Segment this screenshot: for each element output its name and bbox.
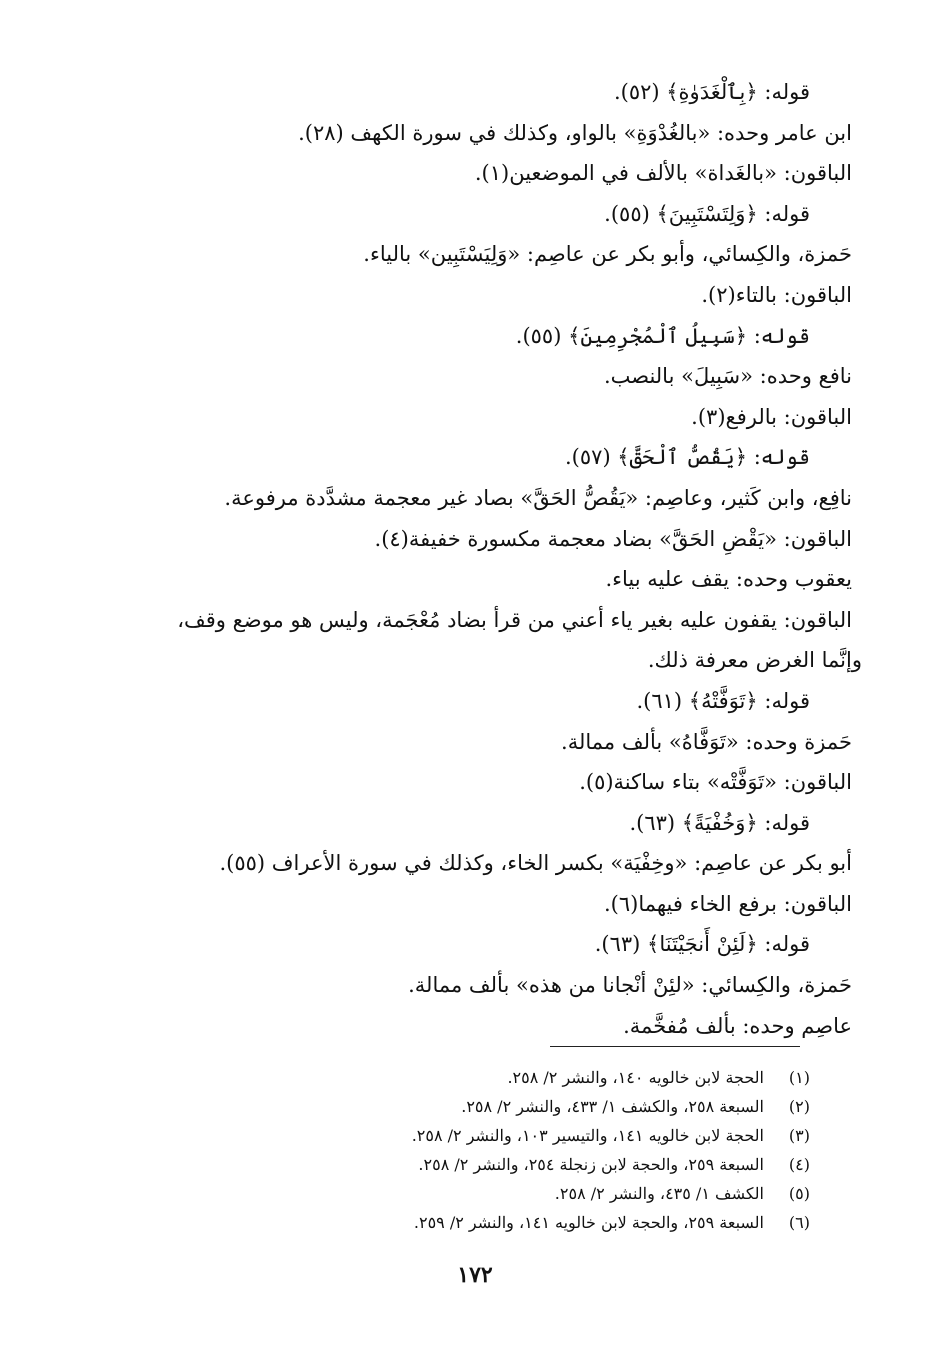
text-line: عاصِم وحده: بألف مُفخَّمة.	[623, 1013, 852, 1038]
text-line: قوله: ﴿وَلِتَسْتَبِينَ﴾ (٥٥).	[604, 201, 810, 226]
main-text	[110, 72, 862, 1046]
footnote	[210, 1208, 810, 1237]
text-line: حَمزة، والكِسائي: «لئِنْ أنْجانا من هذه» بألف ممالة.	[408, 973, 852, 998]
footnote-text: السبعة ٢٥٩، والحجة لابن خالويه ١٤١، والنشر ٢/ ٢٥٩.	[413, 1213, 764, 1232]
footnote-number: (٢)	[788, 1097, 810, 1116]
footnote-number: (١)	[788, 1068, 810, 1087]
page-number: ١٧٢	[457, 1262, 493, 1288]
text-line: الباقون: «تَوَفَّتْه» بتاء ساكنة(٥).	[579, 770, 852, 795]
text-line: حَمزة وحده: «تَوَفَّاهُ» بألف ممالة.	[561, 729, 852, 754]
text-line: وإنَّما الغرض معرفة ذلك.	[647, 648, 862, 673]
footnote	[210, 1179, 810, 1208]
footnote-text: الحجة لابن خالويه ١٤١، والتيسير ١٠٣، والنشر ٢/ ٢٥٨.	[411, 1126, 764, 1145]
footnote	[210, 1150, 810, 1179]
text-line: قوله: ﴿تَوَفَّتْهُ﴾ (٦١).	[636, 688, 810, 713]
text-line: الباقون: بالرفع(٣).	[691, 404, 852, 429]
text-line: يعقوب وحده: يقف عليه بياء.	[605, 567, 852, 592]
footnote-text: السبعة ٢٥٩، والحجة لابن زنجلة ٢٥٤، والنشر ٢/ ٢٥٨.	[418, 1155, 764, 1174]
footnote-number: (٥)	[788, 1184, 810, 1203]
footnote-text: الكشف ١/ ٤٣٥، والنشر ٢/ ٢٥٨.	[554, 1184, 764, 1203]
text-line: حَمزة، والكِسائي، وأبو بكر عن عاصِم: «وَلِيَسْتَبِين» بالياء.	[363, 242, 852, 267]
text-line: نافِع، وابن كَثير، وعاصِم: «يَقُصُّ الحَقَّ» بصاد غير معجمة مشدَّدة مرفوعة.	[224, 485, 852, 510]
footnote-number: (٣)	[788, 1126, 810, 1145]
text-line: الباقون: يقفون عليه بغير ياء أعني من قرأ بضاد مُعْجَمة، وليس هو موضع وقف،	[177, 607, 852, 632]
footnote-divider	[550, 1046, 800, 1047]
text-line: نافع وحده: «سَبِيلَ» بالنصب.	[603, 364, 852, 389]
footnote-text: الحجة لابن خالويه ١٤٠، والنشر ٢/ ٢٥٨.	[507, 1068, 764, 1087]
text-line: أبو بكر عن عاصِم: «وخِفْيَة» بكسر الخاء، وكذلك في سورة الأعراف (٥٥).	[219, 851, 852, 876]
text-line: قوله: ﴿لَئِنْ أَنجَيْتَنَا﴾ (٦٣).	[594, 932, 810, 957]
text-line: الباقون: بالتاء(٢).	[701, 282, 852, 307]
footnote	[210, 1063, 810, 1092]
text-line: قوله: ﴿وَخُفْيَةً﴾ (٦٣).	[629, 810, 810, 835]
footnote-number: (٦)	[788, 1213, 810, 1232]
text-line: ابن عامر وحده: «بالغُدْوَةِ» بالواو، وكذلك في سورة الكهف (٢٨).	[298, 120, 852, 145]
text-line: قوله: ﴿سَبِيلُ ٱلْمُجْرِمِينَ﴾ (٥٥).	[515, 323, 810, 348]
footnote-text: السبعة ٢٥٨، والكشف ١/ ٤٣٣، والنشر ٢/ ٢٥٨.	[461, 1097, 764, 1116]
footnotes	[210, 1063, 810, 1237]
footnote	[210, 1121, 810, 1150]
text-line: الباقون: برفع الخاء فيهما(٦).	[603, 891, 852, 916]
text-line: قوله: ﴿بِٱلْغَدَوٰةِ﴾ (٥٢).	[613, 80, 810, 104]
text-line: الباقون: «يَقْضِ الحَقَّ» بضاد معجمة مكسورة خفيفة(٤).	[374, 526, 852, 551]
text-line: قوله: ﴿يَقُصُّ ٱلْحَقَّ﴾ (٥٧).	[565, 445, 810, 470]
footnote-number: (٤)	[788, 1155, 810, 1174]
text-line: الباقون: «بالغَداة» بالألف في الموضعين(١).	[474, 161, 852, 186]
footnote	[210, 1092, 810, 1121]
